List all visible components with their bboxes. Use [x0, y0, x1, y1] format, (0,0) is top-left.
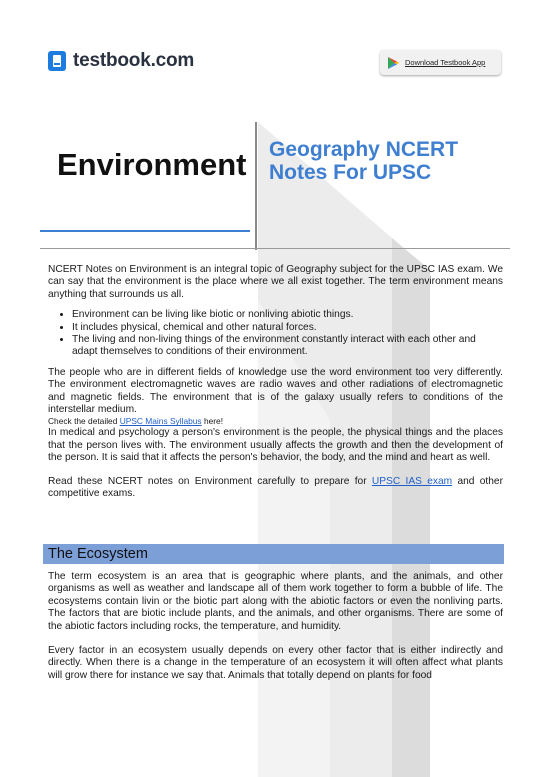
- intro-paragraph: NCERT Notes on Environment is an integral topic of Geography subject for the UPSC IAS exam. We can say that the environment is the place where we all exist together. The term environment means anything that surrounds us all.: [48, 264, 503, 300]
- download-app-button[interactable]: [380, 50, 501, 75]
- read-notes-paragraph: [48, 476, 503, 501]
- upsc-mains-syllabus-link[interactable]: UPSC Mains Syllabus: [119, 416, 202, 427]
- bullet-item: • Environment can be living like biotic or nonliving abiotic things.: [72, 309, 503, 321]
- download-app-label: Download Testbook App: [405, 58, 486, 67]
- logo-text: testbook.com: [73, 50, 195, 71]
- bullet-item: • It includes physical, chemical and other natural forces.: [72, 322, 503, 334]
- title-underline: [40, 230, 250, 232]
- ecosystem-paragraph-2: Every factor in an ecosystem usually depends on every other factor that is either indirectly and directly. When there is a change in the temperature of an ecosystem it will often affect what plants will grow there for instance we say that. Animals that totally depend on plants for food: [48, 645, 503, 681]
- header-rule: [40, 248, 510, 249]
- title-divider: [255, 122, 257, 250]
- testbook-logo-icon: [48, 51, 66, 71]
- check-prefix: Check the detailed: [48, 416, 120, 427]
- paragraph-3: In medical and psychology a person's environment is the people, the physical things and the places that the person lives with. The environment usually affects the growth and then the development of the person. It is said that it affects the person's behavior, the body, and the mind and heart as well.: [48, 427, 503, 464]
- intro-content: [48, 264, 503, 501]
- page-title: Environment: [57, 147, 247, 182]
- subtitle-line-1: Geography NCERT: [269, 138, 459, 161]
- read-suffix: and other competitive exams.: [48, 475, 503, 500]
- google-play-icon: [388, 57, 399, 69]
- ecosystem-content: [48, 571, 503, 682]
- upsc-ias-exam-link[interactable]: UPSC IAS exam: [371, 475, 453, 487]
- bullet-item: • The living and non-living things of the environment constantly interact with each other and adapt themselves to conditions of their environment.: [72, 334, 503, 359]
- bullet-list: [48, 309, 503, 359]
- paragraph-2: The people who are in different fields of knowledge use the word environment too very differently. The environment electromagnetic waves are radio waves and other radiations of electromagnetic and magnetic fields. The environment that is of the galaxy usually refers to conditions of the interstellar medium.: [48, 366, 503, 416]
- title-block: [40, 122, 510, 250]
- testbook-logo[interactable]: [48, 50, 194, 72]
- ecosystem-paragraph-1: The term ecosystem is an area that is geographic where plants, and the animals, and other organisms as well as weather and landscape all of them work together to form a bubble of life. The ecosystems contain livin or the biotic part along with the abiotic factors or even the nonliving parts. The factors that are biotic include plants, and the animals, and other organisms. There are some of the abiotic factors including rocks, the temperature, and humidity.: [48, 571, 503, 632]
- check-syllabus-line: [48, 416, 503, 427]
- subtitle-line-2: Notes For UPSC: [269, 161, 432, 184]
- page-subtitle: [269, 138, 458, 184]
- section-heading-ecosystem: The Ecosystem: [43, 544, 504, 564]
- check-suffix: here!: [201, 416, 224, 427]
- page-header: [0, 0, 550, 85]
- read-prefix: Read these NCERT notes on Environment carefully to prepare for: [48, 475, 372, 487]
